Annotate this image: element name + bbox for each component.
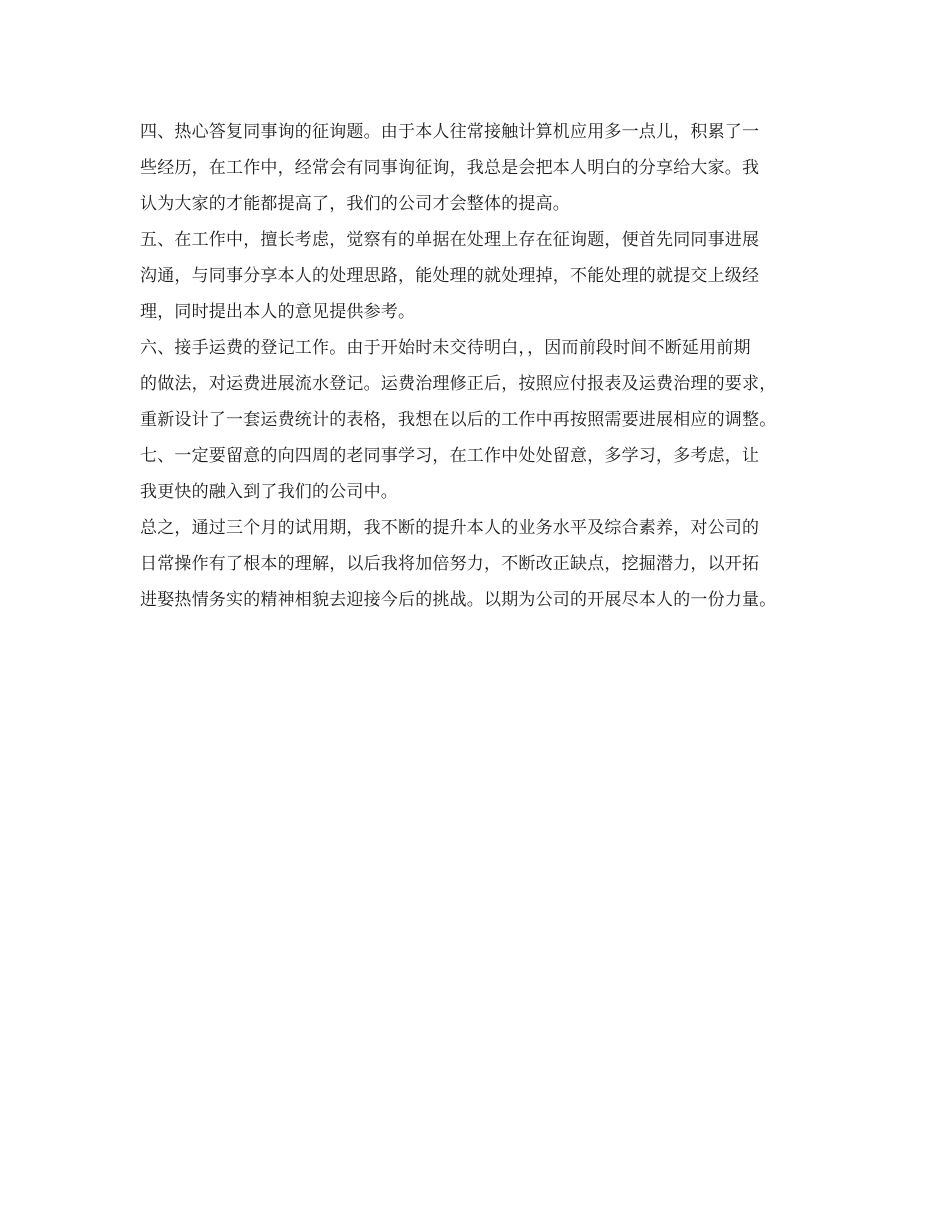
- text-line: 沟通，与同事分享本人的处理思路，能处理的就处理掉，不能处理的就提交上级经: [140, 266, 760, 286]
- paragraph-item-5: [140, 222, 820, 330]
- text-line: 重新设计了一套运费统计的表格，我想在以后的工作中再按照需要进展相应的调整。: [140, 410, 777, 430]
- text-line: 七、一定要留意的向四周的老同事学习，在工作中处处留意，多学习，多考虑，让: [140, 446, 760, 466]
- text-line: 日常操作有了根本的理解，以后我将加倍努力，不断改正缺点，挖掘潜力，以开拓: [140, 554, 760, 574]
- text-line: 五、在工作中，擅长考虑，觉察有的单据在处理上存在征询题，便首先同同事进展: [140, 230, 760, 250]
- text-line: 认为大家的才能都提高了，我们的公司才会整体的提高。: [140, 194, 570, 214]
- text-line: 理，同时提出本人的意见提供参考。: [140, 302, 416, 322]
- paragraph-summary: [140, 510, 820, 618]
- paragraph-item-7: [140, 438, 820, 510]
- paragraph-item-6: [140, 330, 820, 438]
- text-line: 些经历，在工作中，经常会有同事询征询，我总是会把本人明白的分享给大家。我: [140, 158, 760, 178]
- text-line: 的做法，对运费进展流水登记。运费治理修正后，按照应付报表及运费治理的要求，: [140, 374, 777, 394]
- text-line: 六、接手运费的登记工作。由于开始时未交待明白，，因而前段时间不断延用前期: [140, 338, 751, 358]
- text-line: 总之，通过三个月的试用期，我不断的提升本人的业务水平及综合素养，对公司的: [140, 518, 760, 538]
- document-body: [140, 114, 820, 618]
- text-line: 四、热心答复同事询的征询题。由于本人往常接触计算机应用多一点儿，积累了一: [140, 122, 760, 142]
- text-line: 进娶热情务实的精神相貌去迎接今后的挑战。以期为公司的开展尽本人的一份力量。: [140, 590, 777, 610]
- text-line: 我更快的融入到了我们的公司中。: [140, 482, 398, 502]
- paragraph-item-4: [140, 114, 820, 222]
